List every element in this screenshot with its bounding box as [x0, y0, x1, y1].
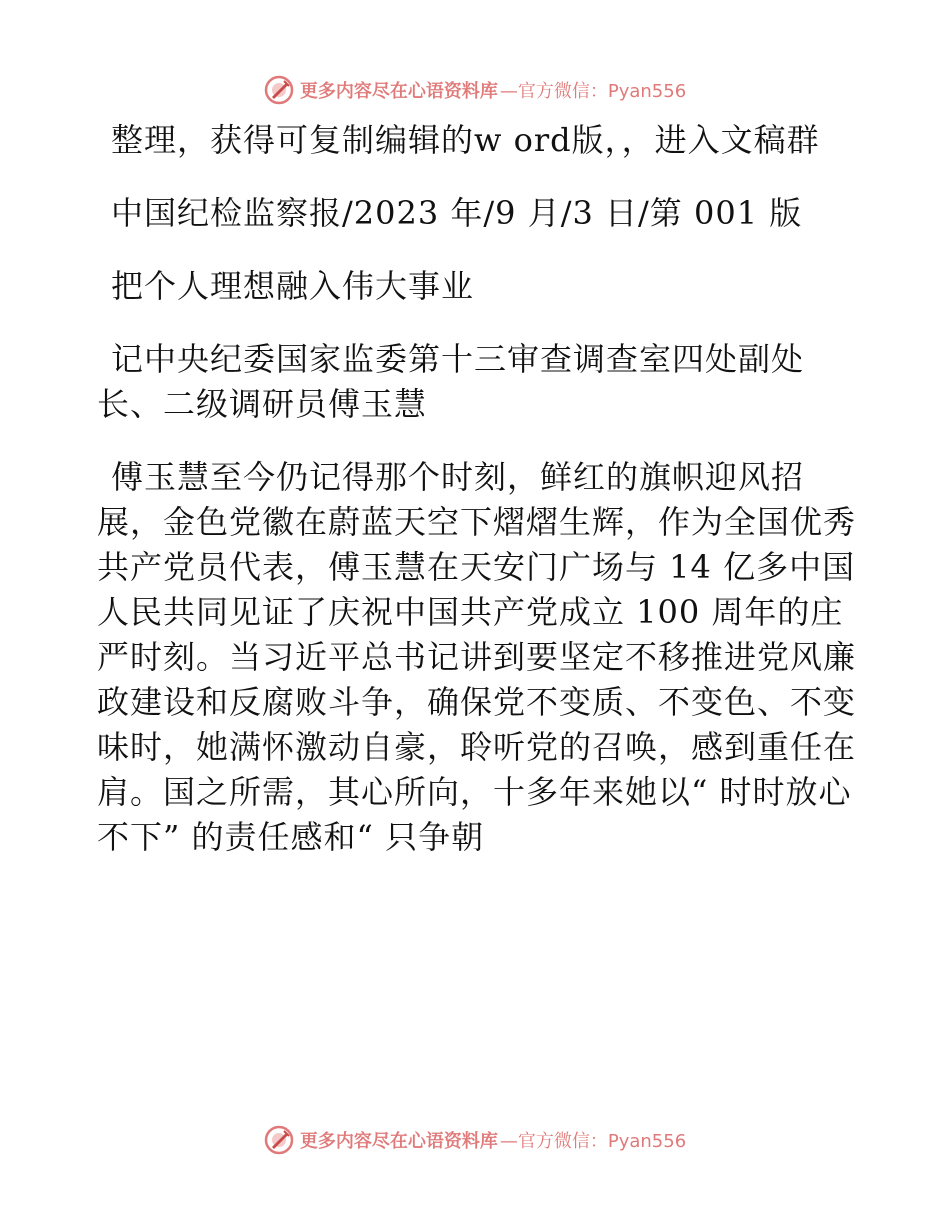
- banner-title: 更多内容尽在心语资料库: [299, 81, 498, 102]
- intro-paragraph: 整理，获得可复制编辑的w ord版，，进入文稿群: [111, 121, 820, 159]
- article-subtitle: 记中央纪委国家监委第十三审查调查室四处副处长、二级调研员傅玉慧: [97, 340, 805, 423]
- footer-banner: [0, 1120, 950, 1160]
- quill-seal-icon: [264, 1125, 294, 1155]
- banner-title: 更多内容尽在心语资料库: [299, 1131, 498, 1152]
- article-body-paragraph: 傅玉慧至今仍记得那个时刻，鲜红的旗帜迎风招展，金色党徽在蔚蓝天空下熠熠生辉，作为全国优秀共产党员代表，傅玉慧在天安门广场与 14 亿多中国人民共同见证了庆祝中国共产党成立 100 周年的庄严时刻。当习近平总书记讲到要坚定不移推进党风廉政建设和反腐败斗争，确保党不变质、不变色、不变味时，她满怀激动自豪，聆听党的召唤，感到重任在肩。国之所需，其心所向，十多年来她以“ 时时放心不下” 的责任感和“ 只争朝: [97, 458, 857, 856]
- document-body: [97, 118, 857, 860]
- article-title: 把个人理想融入伟大事业: [111, 267, 475, 305]
- source-line: 中国纪检监察报/2023 年/9 月/3 日/第 001 版: [111, 194, 803, 232]
- banner-wechat: —官方微信：Pyan556: [499, 1131, 687, 1152]
- quill-seal-icon: [264, 75, 294, 105]
- header-banner: [0, 70, 950, 110]
- banner-wechat: —官方微信：Pyan556: [499, 81, 687, 102]
